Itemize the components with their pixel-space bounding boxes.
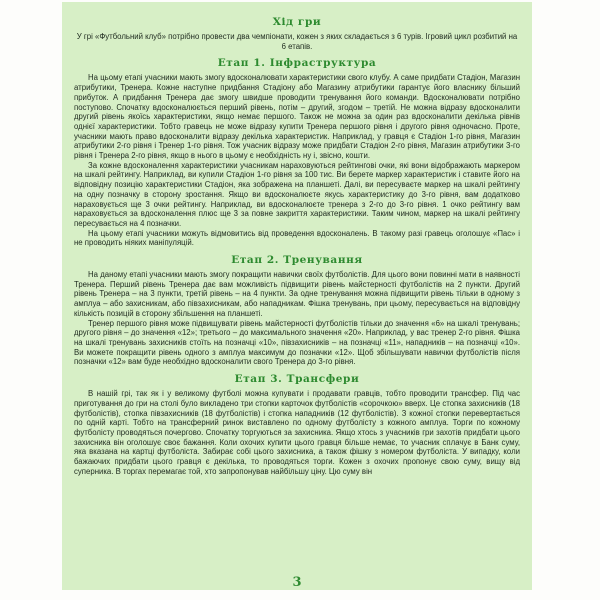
paragraph: На даному етапі учасники мають змогу покращити навички своїх футболістів. Для цього вони повинні мати в наявності Тренера. Перший рівень Тренера дає вам можливість підвищити рівень майстерності футболістів на 2 пункти. Другий рівень Тренера – на 3 пункти, третій рівень – на 4 пункти. За одне тренування можна підвищити рівень тільки в одному з амплуа – або захисникам, або півзахисникам, або нападникам. Фішка тренувань, при цьому, пересувається на відповідну кількість позицій в сторону збільшення на планшеті. — [74, 270, 520, 318]
paragraph: На цьому етапі учасники мають змогу вдосконалювати характеристики свого клубу. А саме придбати Стадіон, Магазин атрибутики, Тренера. Кожне наступне придбання Стадіону або Магазину атрибутики гарантує його власнику більший прибуток. А придбання Тренера дає змогу швидше проводити тренування його команди. Вдосконалювати потрібно поступово. Спочатку вдосконалюється перший рівень, потім – другий, згодом – третій. Не можна відразу вдосконалити другий рівень якоїсь характеристики, якщо немає першого. Також не можна за один раз вдосконалити декілька рівнів однієї характеристики. Тобто гравець не може відразу купити Тренера першого рівня і другого рівня одночасно. Проте, учасники мають право вдосконалити відразу декілька характеристик. Наприклад, у гравця є Стадіон 1-го рівня, Магазин атрибутики 2-го рівня і Тренер 1-го рівня. Тож учасник відразу може придбати Стадіон 2-го рівня, Магазин атрибутики 3-го рівня і Тренера 2-го рівня, якщо в нього в цьому є необхідність ну і, звісно, кошти. — [74, 73, 520, 161]
section-heading-infrastructure: Етап 1. Інфраструктура — [217, 57, 377, 70]
page-number: 3 — [292, 575, 302, 590]
section-heading-training: Етап 2. Тренування — [231, 254, 363, 267]
paragraph: В нашій грі, так як і у великому футболі можна купувати і продавати гравців, тобто проводити трансфер. Під час приготування до гри на столі було викладено три стопки карточок футболістів «сорочкою» вверх. Це стопка захисників (18 футболістів), стопка півзахисників (18 футболістів) і стопка нападників (12 футболістів). З кожної стопки перевертається по одній карті. Тобто на трансферний ринок виставлено по одному футболісту з кожного амплуа. Торги по кожному футболісту проводяться почергово. Спочатку торгуються за захисника. Якщо хтось з учасників гри захотів придбати цього захисника він оголошує своє бажання. Коли охочих купити цього гравця більше немає, то учасник сплачує в Банк суму, яка вказана на картці футболіста. Забирає собі цього захисника, а також фішку з номером футболіста. У випадку, коли бажаючих придбати цього гравця є декілька, то проводяться торги. Кожен з охочих пропонує свою суму, вищу від суперника. В торгах перемагає той, хто запропонував найбільшу ціну. Цю суму він — [74, 389, 520, 476]
section-heading-transfers: Етап 3. Трансфери — [234, 373, 360, 386]
content-panel — [62, 2, 532, 590]
paragraph: За кожне вдосконалення характеристики учасникам нараховуються рейтингові очки, які вони відображають маркером на шкалі рейтингу. Наприклад, ви купили Стадіон 1-го рівня за 100 тис. Ви берете маркер характеристик і ставите його на відповідну позицію характеристики Стадіон, яка зображена на планшеті. Далі, ви пересуваєте маркер на шкалі рейтингу на одну позначку в сторону зростання. Якщо ви вдосконалюєте якусь характеристику до 3-го рівня, вам додатково нараховується ще 3 очки рейтингу. Наприклад, ви вдосконалюєте тренера з 2-го до 3-го рівня. 1 очко рейтингу вам нараховується за вдосконалення плюс ще 3 за повне закриття характеристики. Таким чином, маркер на шкалі рейтингу пересувається на 4 позначки. — [74, 160, 520, 228]
page-title: Хід гри — [272, 16, 322, 28]
intro-paragraph: У грі «Футбольний клуб» потрібно провести два чемпіонати, кожен з яких складається з 6 турів. Ігровий цикл розбитий на 6 етапів. — [76, 32, 518, 51]
paragraph: Тренер першого рівня може підвищувати рівень майстерності футболістів тільки до значення «6» на шкалі тренувань; другого рівня – до значення «12»; третього – до максимального значення «20». Наприклад, у вас тренер 2-го рівня. Фішка на шкалі тренувань захисників стоїть на позначці «10», півзахисників – на позначці «11», нападників – на позначці «10». Ви можете покращити рівень одного з амплуа максимум до позначки «12». Щоб збільшувати навички футболістів після позначки «12» вам буде необхідно вдосконалити свого Тренера до 3-го рівня. — [74, 318, 520, 367]
paragraph: На цьому етапі учасники можуть відмовитись від проведення вдосконалень. В такому разі гравець оголошує «Пас» і не проводить ніяких маніпуляцій. — [74, 228, 520, 248]
